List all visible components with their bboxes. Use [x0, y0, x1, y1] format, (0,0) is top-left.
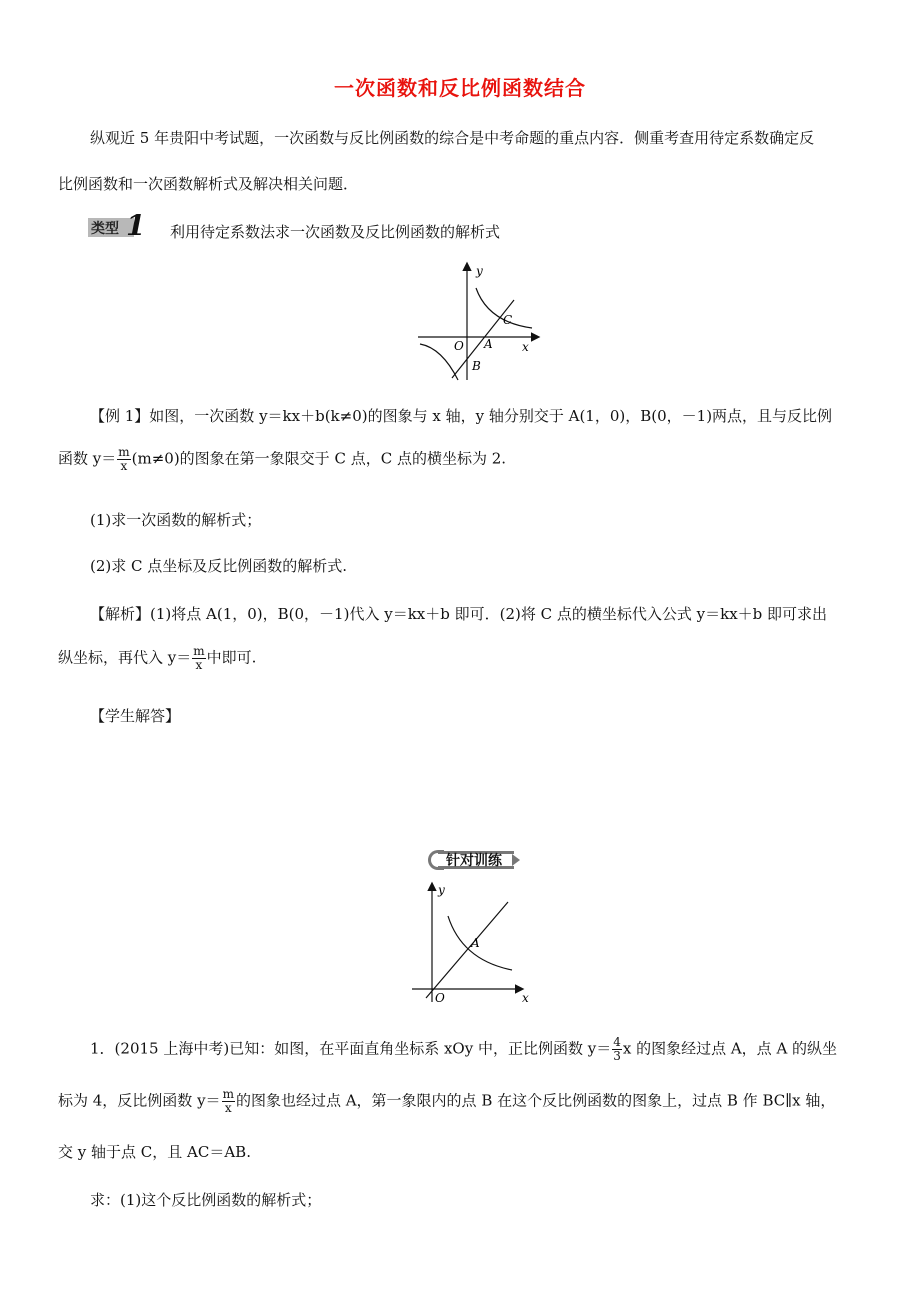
- fig2-label-y: y: [438, 883, 445, 897]
- problem-1-fraction-2: [222, 1088, 235, 1115]
- problem-1-line-2-pre: 标为 4，反比例函数 y＝: [58, 1091, 221, 1110]
- problem-1-line-3: 交 y 轴于点 C，且 AC＝AB.: [58, 1143, 251, 1161]
- fraction-numerator: 4: [613, 1035, 621, 1049]
- fig2-label-x: x: [522, 991, 529, 1004]
- problem-1-line-1-post: x 的图象经过点 A，点 A 的纵坐: [622, 1039, 838, 1058]
- type-badge-label: 类型: [91, 221, 119, 237]
- fraction-denominator: x: [224, 1101, 232, 1115]
- analysis-line-2-pre: 纵坐标，再代入 y＝: [58, 648, 192, 667]
- type-badge: [88, 209, 150, 242]
- analysis-line-2-post: 中即可.: [206, 648, 257, 667]
- practice-banner-cap: [428, 850, 444, 870]
- problem-1-line-2: [58, 1088, 835, 1115]
- problem-1-fraction-1: [612, 1036, 622, 1063]
- fig1-label-y: y: [476, 264, 483, 278]
- fraction-numerator: m: [118, 445, 130, 459]
- problem-1-line-1: [90, 1036, 837, 1063]
- problem-1-line-4: 求：(1)这个反比例函数的解析式；: [90, 1191, 322, 1209]
- analysis-line-1: 【解析】(1)将点 A(1，0)，B(0，－1)代入 y＝kx＋b 即可．(2)将 C 点的横坐标代入公式 y＝kx＋b 即可求出: [90, 605, 828, 623]
- example-line-2: [58, 446, 506, 473]
- intro-line-1: 纵观近 5 年贵阳中考试题，一次函数与反比例函数的综合是中考命题的重点内容．侧重考查用待定系数确定反: [90, 129, 815, 147]
- practice-banner: [428, 848, 520, 872]
- fig1-label-b: B: [472, 359, 481, 373]
- fraction-denominator: x: [120, 459, 128, 473]
- fig1-label-o: O: [454, 339, 464, 353]
- fig2-label-a: A: [471, 936, 480, 950]
- fig2-label-o: O: [435, 991, 445, 1004]
- type-badge-number: 1: [126, 209, 146, 242]
- student-answer-label: 【学生解答】: [90, 707, 181, 725]
- proportional-line: [426, 902, 508, 998]
- type-heading: 利用待定系数法求一次函数及反比例函数的解析式: [170, 223, 501, 241]
- example-fraction: [117, 446, 130, 473]
- fig1-label-x: x: [522, 340, 529, 354]
- fig1-label-c: C: [503, 313, 513, 327]
- example-line-1: 【例 1】如图，一次函数 y＝kx＋b(k≠0)的图象与 x 轴，y 轴分别交于 A(1，0)，B(0，－1)两点，且与反比例: [90, 407, 833, 425]
- page-title: 一次函数和反比例函数结合: [334, 76, 586, 100]
- figure-2-graph: [404, 880, 534, 1004]
- analysis-line-2: [58, 645, 256, 672]
- hyperbola-branch-q3: [420, 344, 458, 380]
- example-line-2-post: (m≠0)的图象在第一象限交于 C 点，C 点的横坐标为 2.: [131, 449, 507, 468]
- practice-banner-label: 针对训练: [446, 853, 502, 869]
- example-question-2: (2)求 C 点坐标及反比例函数的解析式.: [90, 557, 348, 575]
- example-line-2-pre: 函数 y＝: [58, 449, 117, 468]
- fraction-numerator: m: [193, 644, 205, 658]
- problem-1-line-2-post: 的图象也经过点 A，第一象限内的点 B 在这个反比例函数的图象上，过点 B 作 BC∥x 轴，: [235, 1091, 836, 1110]
- figure-1-graph: [410, 258, 546, 382]
- fraction-numerator: m: [222, 1087, 234, 1101]
- fraction-denominator: x: [195, 658, 203, 672]
- fig1-label-a: A: [484, 337, 493, 351]
- problem-1-line-1-pre: 1．(2015 上海中考)已知：如图，在平面直角坐标系 xOy 中，正比例函数 y＝: [90, 1039, 612, 1058]
- arrow-right-icon: [512, 854, 520, 866]
- analysis-fraction: [192, 645, 205, 672]
- intro-line-2: 比例函数和一次函数解析式及解决相关问题．: [58, 175, 359, 193]
- fraction-denominator: 3: [613, 1049, 621, 1063]
- example-question-1: (1)求一次函数的解析式；: [90, 511, 262, 529]
